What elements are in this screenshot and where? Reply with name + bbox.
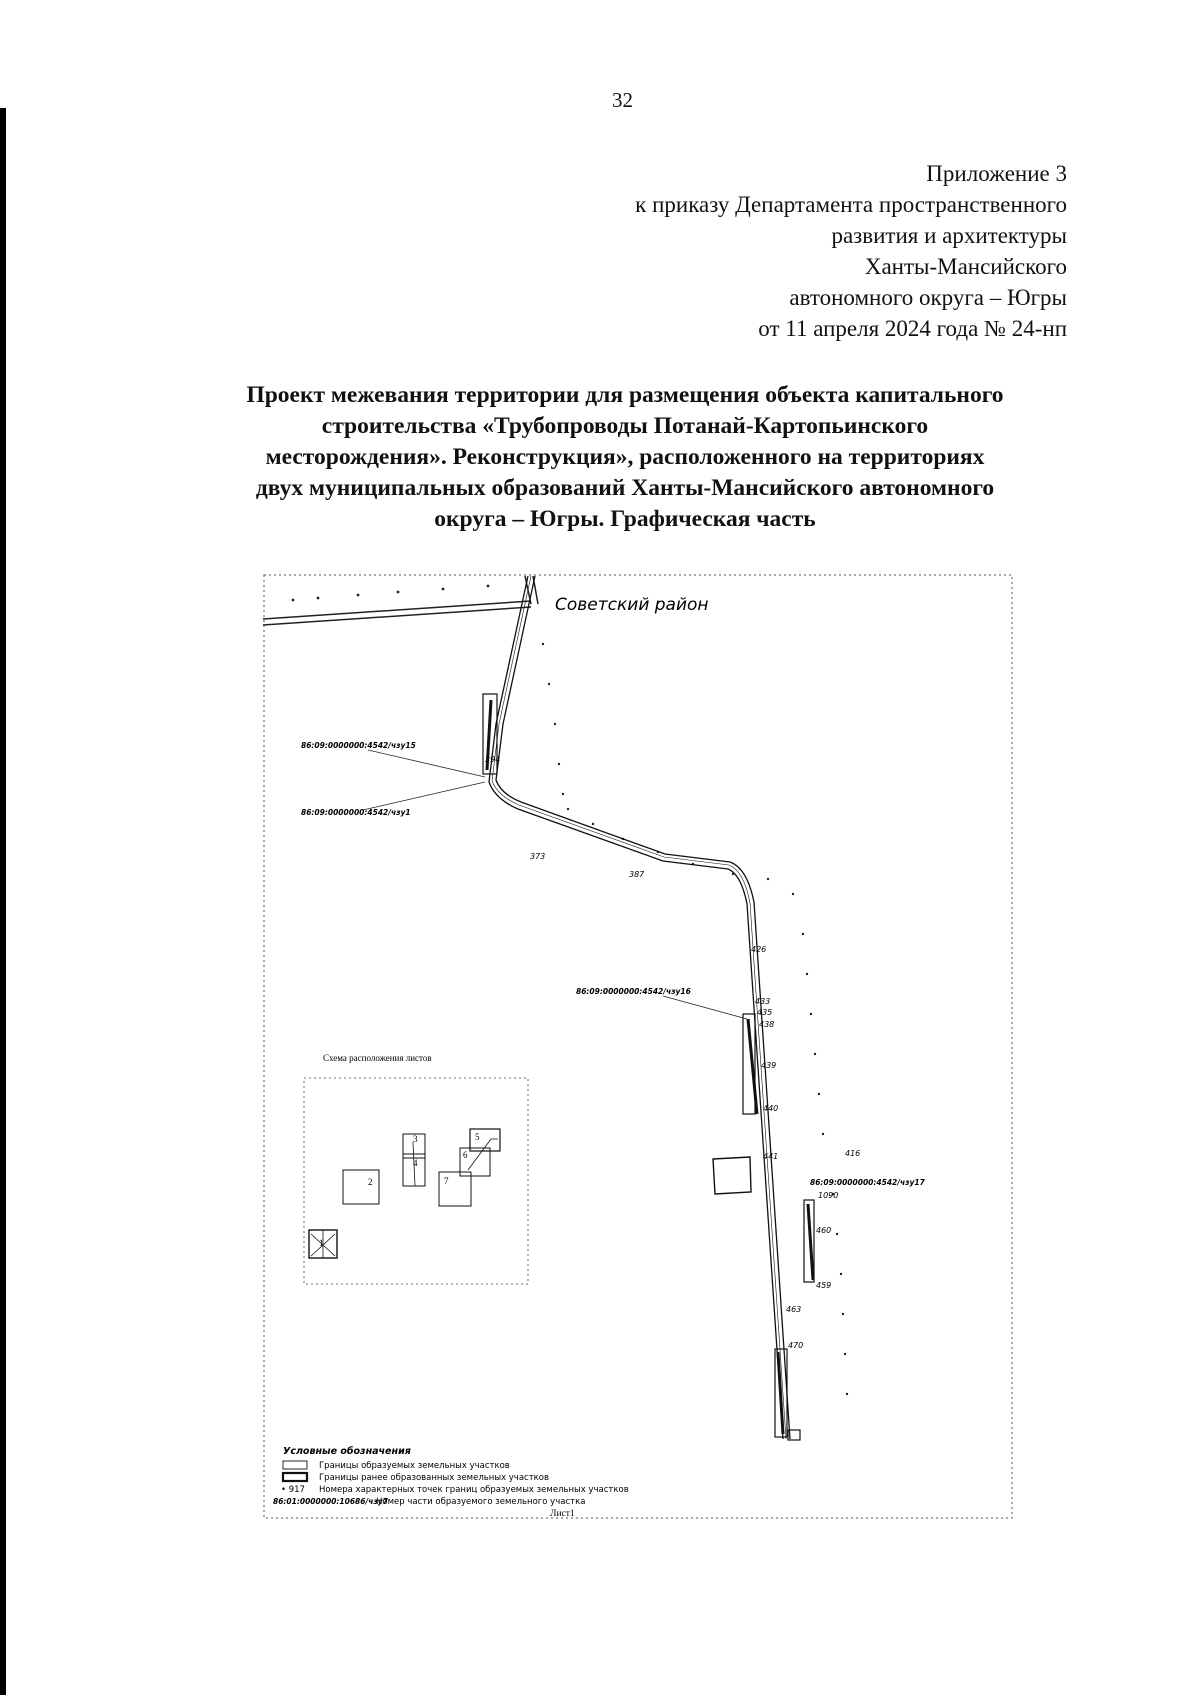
leader-line — [368, 750, 485, 777]
appendix-line: развития и архитектуры — [831, 223, 1067, 248]
legend-swatch-existing — [283, 1473, 307, 1481]
sheet-number: 5 — [475, 1132, 480, 1142]
land-survey-map — [263, 574, 1013, 1519]
appendix-block — [635, 158, 1067, 344]
point-label: 441 — [763, 1152, 779, 1161]
building-outline — [713, 1157, 751, 1194]
scan-edge-bar — [0, 108, 6, 1695]
sheet-box — [343, 1170, 379, 1204]
point-label: 435 — [757, 1008, 773, 1017]
map-frame — [264, 575, 1012, 1518]
appendix-line: Приложение 3 — [926, 161, 1067, 186]
point-label: 426 — [751, 945, 767, 954]
sheet-number: 2 — [368, 1177, 373, 1187]
boundary-dots — [292, 585, 849, 1396]
cadastral-label: 86:09:0000000:4542/чзу1 — [301, 808, 411, 817]
title-line: округа – Югры. Графическая часть — [434, 506, 816, 532]
title-line: Проект межевания территории для размещения объекта капитального — [246, 382, 1004, 408]
point-label: 438 — [759, 1020, 775, 1029]
sheet-number: 1 — [319, 1238, 324, 1248]
legend-sample: 86:01:0000000:10686/чзу7 — [273, 1497, 388, 1506]
point-label: 459 — [816, 1281, 832, 1290]
sheet-number: 4 — [413, 1158, 418, 1168]
point-label: 394 — [485, 755, 501, 764]
point-label: 470 — [788, 1341, 804, 1350]
point-label: 463 — [786, 1305, 802, 1314]
appendix-line: от 11 апреля 2024 года № 24-нп — [758, 316, 1067, 341]
inset-title: Схема расположения листов — [323, 1053, 432, 1063]
map-svg — [263, 574, 1013, 1519]
legend-item: Границы ранее образованных земельных участков — [319, 1473, 549, 1483]
district-label: Советский район — [555, 595, 709, 615]
point-label: 439 — [761, 1061, 777, 1070]
legend-item: Номер части образуемого земельного участка — [376, 1497, 586, 1507]
sheet-number: 3 — [413, 1134, 418, 1144]
point-label: 416 — [845, 1149, 861, 1158]
sheet-number: 7 — [444, 1176, 449, 1186]
appendix-line: к приказу Департамента пространственного — [635, 192, 1067, 217]
point-label: 433 — [755, 997, 771, 1006]
map-legend — [273, 1446, 629, 1519]
legend-item: Границы образуемых земельных участков — [319, 1461, 510, 1471]
title-line: месторождения». Реконструкция», расположенного на территориях — [265, 444, 985, 470]
title-line: строительства «Трубопроводы Потанай-Картопьинского — [321, 413, 929, 439]
point-label: 373 — [530, 852, 546, 861]
sheet-label: Лист1 — [550, 1509, 575, 1519]
point-label: 387 — [629, 870, 645, 879]
sheet-number: 6 — [463, 1150, 468, 1160]
document-title — [180, 380, 1070, 535]
inset-pipeline — [413, 1139, 498, 1186]
point-label: 460 — [816, 1226, 832, 1235]
appendix-line: Ханты-Мансийского — [864, 254, 1067, 279]
leader-line — [363, 782, 485, 810]
cadastral-label: 86:09:0000000:4542/чзу17 — [810, 1178, 925, 1187]
point-label: 1090 — [818, 1191, 839, 1200]
cadastral-label: 86:09:0000000:4542/чзу16 — [576, 987, 691, 996]
legend-swatch-new — [283, 1461, 307, 1469]
legend-item: Номера характерных точек границ образуемых земельных участков — [319, 1485, 629, 1495]
cadastral-label: 86:09:0000000:4542/чзу15 — [301, 741, 416, 750]
appendix-line: автономного округа – Югры — [789, 285, 1067, 310]
leader-line — [663, 996, 747, 1019]
sheet-layout-inset — [304, 1053, 528, 1284]
page-number: 32 — [612, 88, 633, 112]
pipeline-corridor — [489, 576, 790, 1439]
sheet-hatch — [311, 1230, 335, 1258]
title-line: двух муниципальных образований Ханты-Мансийского автономного — [255, 475, 995, 501]
point-label: 440 — [763, 1104, 779, 1113]
legend-title: Условные обозначения — [283, 1446, 411, 1457]
legend-sample: • 917 — [281, 1485, 305, 1495]
